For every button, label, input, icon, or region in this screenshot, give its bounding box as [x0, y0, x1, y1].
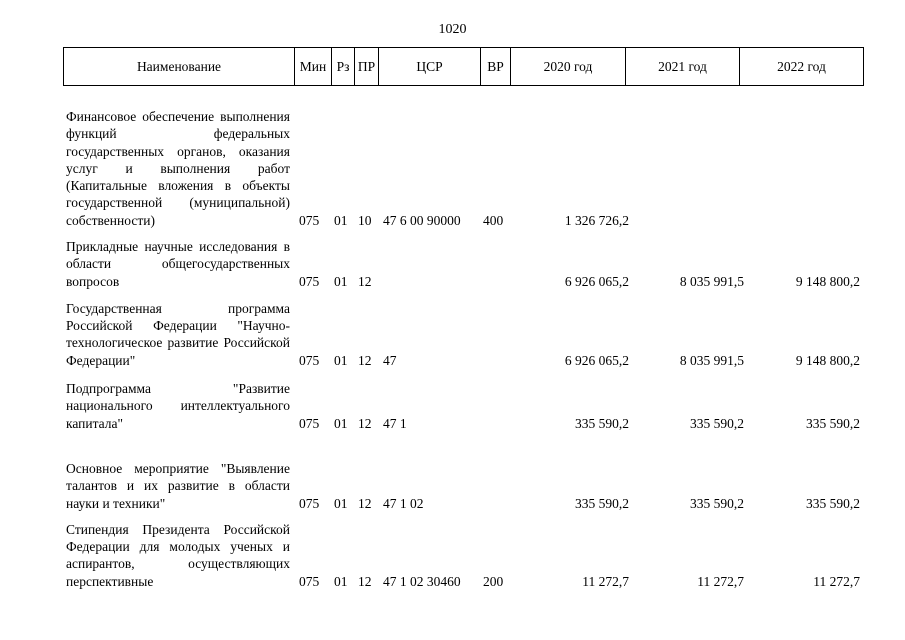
page-number: 1020 — [438, 22, 467, 37]
row-name: Подпрограмма "Развитие национального интеллектуального капитала" — [66, 381, 290, 431]
row-csr: 47 1 — [383, 415, 407, 431]
row-name: Государственная программа Российской Федерации "Научно-технологическое развитие Российской Федерации" — [66, 300, 290, 368]
header-year-2021: 2021 год — [626, 48, 740, 86]
row-csr: 47 — [383, 352, 397, 368]
row-name: Финансовое обеспечение выполнения функций федеральных государственных органов, оказания услуг и выполнения работ (Капитальные вложения в объекты государственной (муниципальной) собственности) — [66, 108, 290, 228]
row-value-2021: 8 035 991,5 — [679, 352, 744, 368]
row-value-2020: 335 590,2 — [575, 495, 629, 511]
row-rz: 01 — [334, 273, 348, 289]
row-rz: 01 — [334, 415, 348, 431]
row-value-2020: 1 326 726,2 — [564, 212, 629, 228]
row-value-2021: 335 590,2 — [690, 415, 744, 431]
header-rz: Рз — [332, 48, 355, 86]
row-csr: 47 1 02 30460 — [383, 573, 461, 589]
row-value-2022: 9 148 800,2 — [795, 352, 860, 368]
header-vr: ВР — [481, 48, 511, 86]
row-min: 075 — [299, 573, 320, 589]
header-csr: ЦСР — [379, 48, 481, 86]
row-csr: 47 1 02 — [383, 495, 424, 511]
header-year-2022: 2022 год — [740, 48, 864, 86]
header-pr: ПР — [355, 48, 379, 86]
row-rz: 01 — [334, 212, 348, 228]
row-min: 075 — [299, 415, 320, 431]
row-value-2022: 335 590,2 — [806, 495, 860, 511]
row-rz: 01 — [334, 573, 348, 589]
row-pr: 10 — [358, 212, 372, 228]
row-min: 075 — [299, 212, 320, 228]
row-pr: 12 — [358, 495, 372, 511]
row-value-2020: 335 590,2 — [575, 415, 629, 431]
row-name: Стипендия Президента Российской Федерации для молодых ученых и аспирантов, осуществляющих перспективные — [66, 521, 290, 589]
row-value-2020: 6 926 065,2 — [564, 273, 629, 289]
row-value-2021: 335 590,2 — [690, 495, 744, 511]
row-name: Основное мероприятие "Выявление талантов и их развитие в области науки и техники" — [66, 461, 290, 511]
row-min: 075 — [299, 352, 320, 368]
row-vr: 200 — [483, 573, 504, 589]
row-name: Прикладные научные исследования в области общегосударственных вопросов — [66, 239, 290, 289]
row-value-2020: 6 926 065,2 — [564, 352, 629, 368]
row-value-2021: 11 272,7 — [697, 573, 744, 589]
row-min: 075 — [299, 273, 320, 289]
header-min: Мин — [295, 48, 332, 86]
row-pr: 12 — [358, 352, 372, 368]
row-rz: 01 — [334, 352, 348, 368]
row-csr: 47 6 00 90000 — [383, 212, 461, 228]
row-value-2022: 9 148 800,2 — [795, 273, 860, 289]
row-pr: 12 — [358, 273, 372, 289]
row-value-2021: 8 035 991,5 — [679, 273, 744, 289]
row-value-2022: 335 590,2 — [806, 415, 860, 431]
row-min: 075 — [299, 495, 320, 511]
row-value-2022: 11 272,7 — [813, 573, 860, 589]
row-rz: 01 — [334, 495, 348, 511]
row-value-2020: 11 272,7 — [582, 573, 629, 589]
row-pr: 12 — [358, 415, 372, 431]
header-year-2020: 2020 год — [511, 48, 626, 86]
header-name: Наименование — [64, 48, 295, 86]
row-pr: 12 — [358, 573, 372, 589]
row-vr: 400 — [483, 212, 504, 228]
